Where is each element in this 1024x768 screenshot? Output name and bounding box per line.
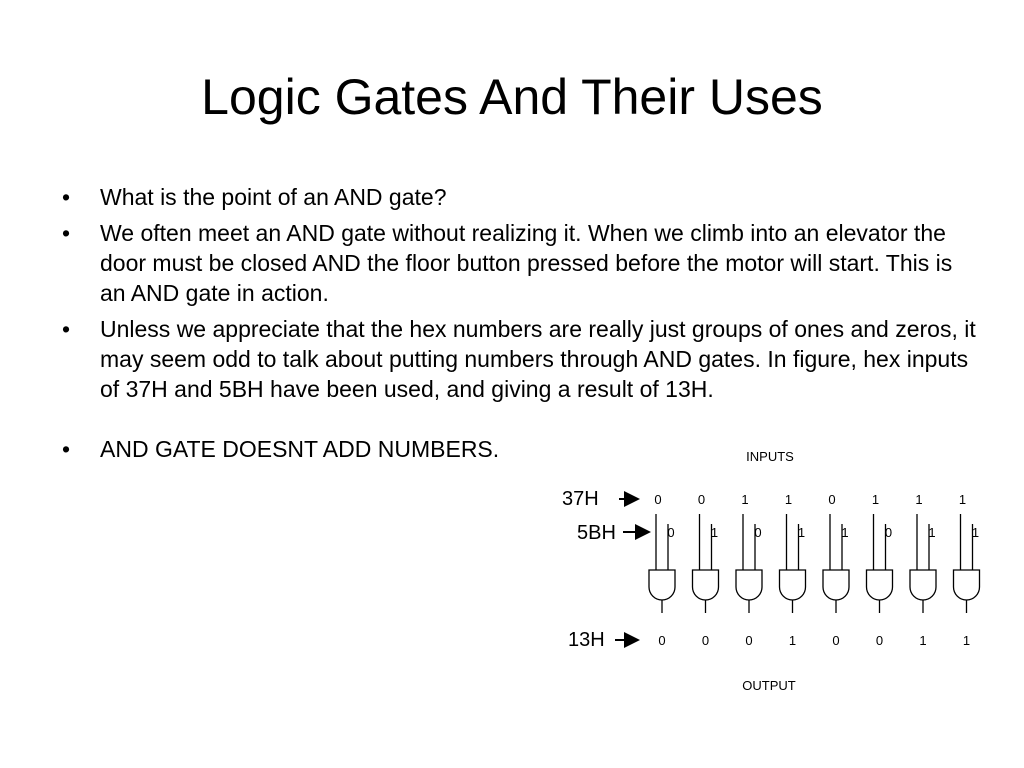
output-bit: 0 [745, 633, 753, 648]
input-a-bit: 0 [654, 492, 662, 507]
bullet-text: AND GATE DOESNT ADD NUMBERS. [100, 436, 500, 462]
input-a-bit: 1 [958, 492, 967, 507]
output-bit: 0 [658, 633, 666, 648]
input-a-bit: 1 [871, 492, 880, 507]
gate-array [649, 492, 980, 648]
and-gate [910, 570, 936, 600]
input-b-bit: 1 [841, 525, 849, 540]
output-label: OUTPUT [742, 678, 796, 693]
output-bit: 0 [832, 633, 840, 648]
output-bit: 1 [962, 633, 971, 648]
slide-title: Logic Gates And Their Uses [201, 69, 823, 125]
input-b-bit: 1 [797, 525, 806, 540]
input-b-bit: 1 [928, 525, 936, 540]
bullet-marker: • [62, 436, 71, 462]
input-b-bit: 0 [667, 525, 675, 540]
inputs-label: INPUTS [746, 449, 794, 464]
bullet-marker: • [62, 316, 71, 342]
bullet-list [62, 182, 982, 470]
bullet-marker: • [62, 220, 71, 246]
output-value-label: 13H [568, 629, 605, 651]
bullet-item [62, 182, 982, 212]
and-gate [736, 570, 762, 600]
input-b-bit: 1 [971, 525, 980, 540]
output-bit: 0 [875, 633, 884, 648]
output-bit: 1 [919, 633, 927, 648]
bullet-text: We often meet an AND gate without realizing it. When we climb into an elevator the door must be closed AND the floor button pressed before the motor will start. This is an AND gate in action. [100, 220, 953, 306]
input-b-bit: 1 [710, 525, 719, 540]
and-gate [823, 570, 849, 600]
bullet-item [62, 218, 982, 308]
input-b-label: 5BH [577, 522, 616, 544]
bullet-marker: • [62, 184, 71, 210]
bullet-text: Unless we appreciate that the hex numbers are really just groups of ones and zeros, it may seem odd to talk about putting numbers through AND gates. In figure, hex inputs of 37H and 5BH have been used, and giving a result of 13H. [100, 316, 976, 402]
input-a-bit: 1 [784, 492, 793, 507]
and-gate [780, 570, 806, 600]
output-bit: 1 [788, 633, 797, 648]
and-gate [693, 570, 719, 600]
and-gate-diagram [555, 440, 995, 700]
and-gate [954, 570, 980, 600]
input-a-bit: 1 [915, 492, 923, 507]
input-a-bit: 0 [828, 492, 836, 507]
input-a-label: 37H [562, 488, 599, 510]
input-a-bit: 1 [741, 492, 749, 507]
bullet-text: What is the point of an AND gate? [100, 184, 447, 210]
bullet-item [62, 314, 982, 404]
and-gate [867, 570, 893, 600]
input-b-bit: 0 [884, 525, 893, 540]
and-gate [649, 570, 675, 600]
input-b-bit: 0 [754, 525, 762, 540]
input-a-bit: 0 [697, 492, 706, 507]
output-bit: 0 [701, 633, 710, 648]
